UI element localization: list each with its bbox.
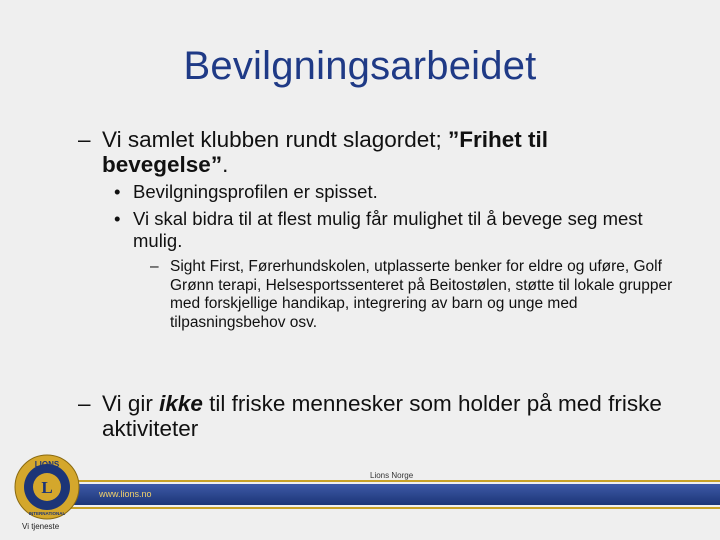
- bullet-marker: •: [114, 181, 121, 202]
- point-1: [78, 127, 678, 177]
- dash-marker: –: [78, 391, 91, 416]
- point-2-emphasis: ikke: [159, 391, 203, 416]
- footer-band: [62, 484, 720, 505]
- sub-sub-point-1: [150, 258, 690, 332]
- point-1-part1: Vi samlet klubben rundt slagordet;: [102, 127, 449, 152]
- dash-marker: –: [78, 127, 91, 152]
- footer-gold-line-top: [62, 480, 720, 482]
- footer-organization: Lions Norge: [370, 471, 414, 480]
- dash-marker: –: [150, 258, 159, 275]
- sub-sub-point-1-text: Sight First, Førerhundskolen, utplasserte benker for eldre og uføre, Golf Grønn terapi, Helsesportssenteret på Beitostølen, støtte til lokale grupper med forskjellige handikap, integrering av barn og unge med tilpasningsbehov osv.: [170, 258, 673, 331]
- sub-point-1-text: Bevilgningsprofilen er spisset.: [133, 181, 378, 202]
- point-2-text: [78, 391, 678, 441]
- footer-gold-line-bottom: [62, 507, 720, 509]
- slide-title: Bevilgningsarbeidet: [183, 44, 537, 88]
- point-2-part2: til friske mennesker som holder på med friske aktiviteter: [102, 391, 662, 441]
- bullet-marker: •: [114, 208, 121, 229]
- lions-club-logo-icon: [13, 453, 81, 521]
- footer-url: www.lions.no: [99, 489, 152, 499]
- sub-point-2: [114, 208, 684, 252]
- point-2: [78, 391, 678, 441]
- sub-point-1: [114, 181, 684, 203]
- point-2-part1: Vi gir: [102, 391, 160, 416]
- logo-letter: L: [41, 478, 53, 497]
- point-1-end: .: [222, 152, 229, 177]
- logo-text-bottom: INTERNATIONAL: [28, 511, 66, 516]
- point-1-slogan: ”Frihet til bevegelse”: [102, 127, 549, 177]
- sub-point-2-text: Vi skal bidra til at flest mulig får mulighet til å bevege seg mest mulig.: [133, 208, 643, 251]
- footer-tagline: Vi tjeneste: [22, 522, 60, 531]
- point-1-text: [78, 127, 678, 177]
- logo-text-top: LIONS: [34, 460, 60, 469]
